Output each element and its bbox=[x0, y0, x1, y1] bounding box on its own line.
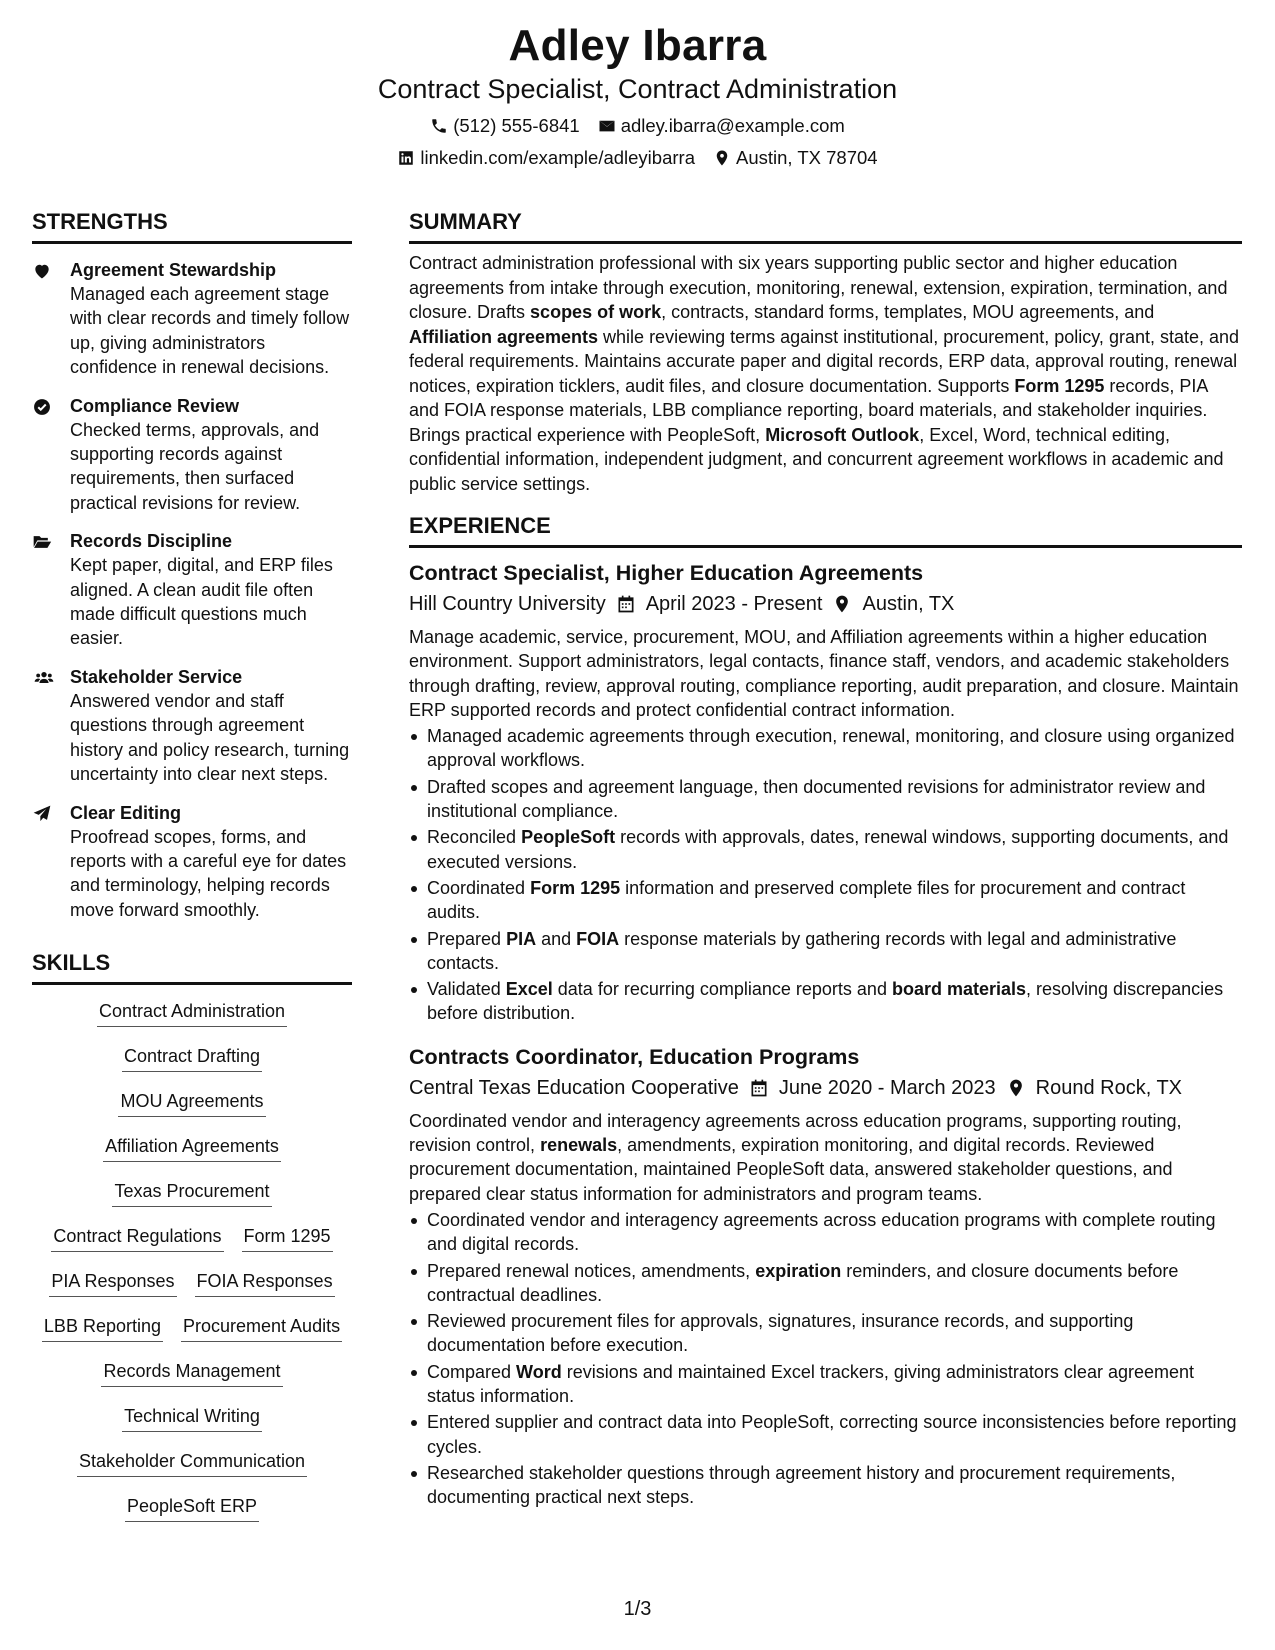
text-run: , amendments, expiration monitoring, and digital records. Reviewed procurement documentation, maintained PeopleSoft data, answered stakeholder questions, and prepared clear status information for administrators and program teams. bbox=[409, 1135, 1173, 1204]
resume-header bbox=[0, 20, 1275, 170]
text-run: data for recurring compliance reports and bbox=[552, 979, 892, 1000]
contact-phone bbox=[430, 114, 580, 138]
job-dates-text: April 2023 - Present bbox=[645, 593, 823, 615]
contact-linkedin[interactable] bbox=[397, 146, 695, 170]
skill-tag: Stakeholder Communication bbox=[77, 1449, 307, 1477]
bold-text: Form 1295 bbox=[1014, 375, 1105, 396]
experience-heading: EXPERIENCE bbox=[409, 511, 1242, 548]
skill-row bbox=[51, 1224, 332, 1269]
strength-title: Clear Editing bbox=[70, 802, 182, 823]
text-run: Managed academic agreements through execution, renewal, monitoring, and closure using organized approval workflows. bbox=[427, 726, 1235, 771]
job-dates-text: June 2020 - March 2023 bbox=[778, 1076, 996, 1099]
skill-tag: Procurement Audits bbox=[181, 1314, 342, 1342]
bullet-item bbox=[409, 1208, 1242, 1257]
left-column bbox=[32, 207, 352, 1539]
bold-text: FOIA bbox=[576, 928, 620, 949]
strength-title: Records Discipline bbox=[70, 531, 233, 552]
phone-text: (512) 555-6841 bbox=[453, 115, 580, 136]
job-dates bbox=[616, 590, 823, 618]
bullet-item bbox=[409, 825, 1242, 874]
strength-text: Managed each agreement stage with clear records and timely follow up, giving administrators confidence in renewal decisions. bbox=[70, 284, 350, 378]
bullet-item bbox=[409, 977, 1242, 1026]
strengths-heading: STRENGTHS bbox=[32, 207, 352, 244]
summary-text bbox=[409, 251, 1242, 496]
folder-open-icon bbox=[32, 532, 52, 552]
text-run: Coordinated bbox=[427, 877, 531, 898]
bullet-item bbox=[409, 927, 1242, 976]
contact-line-2 bbox=[0, 146, 1275, 170]
strength-text: Proofread scopes, forms, and reports with a careful eye for dates and terminology, helping records move forward smoothly. bbox=[70, 826, 347, 920]
strength-text: Checked terms, approvals, and supporting records against requirements, then surfaced practical revisions for review. bbox=[70, 419, 320, 513]
bullet-item bbox=[409, 1360, 1242, 1409]
candidate-name: Adley Ibarra bbox=[508, 21, 767, 70]
job-entry bbox=[409, 558, 1242, 1026]
job-title: Contract Specialist, Higher Education Agreements bbox=[409, 561, 924, 585]
skill-row bbox=[122, 1404, 262, 1449]
bullet-item bbox=[409, 876, 1242, 925]
strength-text: Answered vendor and staff questions through agreement history and policy research, turning uncertainty into clear next steps. bbox=[70, 690, 350, 785]
text-run: information and preserved complete files for procurement and contract audits. bbox=[427, 877, 1186, 923]
text-run: , Excel, Word, technical editing, confidential information, independent judgment, and concurrent agreement workflows in academic and public service settings. bbox=[409, 424, 1224, 494]
text-run: , resolving discrepancies before distribution. bbox=[427, 979, 1224, 1024]
text-run: records with approvals, dates, renewal windows, supporting documents, and executed versions. bbox=[427, 827, 1229, 872]
job-dates bbox=[749, 1074, 996, 1102]
job-bullets bbox=[409, 1208, 1242, 1510]
text-run: Validated bbox=[427, 979, 506, 1000]
skill-tag: MOU Agreements bbox=[118, 1089, 265, 1117]
skill-row bbox=[42, 1314, 342, 1359]
strength-item bbox=[32, 801, 352, 923]
right-column bbox=[409, 207, 1242, 1512]
job-title: Contracts Coordinator, Education Programs bbox=[409, 1044, 860, 1069]
job-description bbox=[409, 1109, 1242, 1206]
skill-row bbox=[103, 1134, 281, 1179]
skill-tag: Form 1295 bbox=[242, 1224, 333, 1252]
text-run: and bbox=[536, 928, 577, 949]
job-bullets bbox=[409, 724, 1242, 1026]
bold-text: Affiliation agreements bbox=[409, 326, 599, 347]
text-run: Coordinated vendor and interagency agreements across education programs with complete routing and digital records. bbox=[427, 1209, 1216, 1255]
text-run: Prepared bbox=[427, 928, 507, 949]
skill-row bbox=[112, 1179, 271, 1224]
job-location-text: Round Rock, TX bbox=[1035, 1076, 1183, 1099]
calendar-icon bbox=[749, 1078, 769, 1098]
skill-tag: Contract Regulations bbox=[51, 1224, 223, 1252]
skill-row bbox=[97, 999, 287, 1044]
text-run: Drafted scopes and agreement language, then documented revisions for administrator review and institutional compliance. bbox=[427, 776, 1206, 822]
map-pin-icon bbox=[713, 149, 731, 167]
text-run: Contract administration professional with six years supporting public sector and higher education agreements from intake through execution, monitoring, renewal, extension, expiration, termination, and closure. Drafts bbox=[409, 253, 1228, 322]
location-text: Austin, TX 78704 bbox=[735, 147, 878, 168]
skill-tag: FOIA Responses bbox=[195, 1269, 335, 1297]
skill-tag: Technical Writing bbox=[122, 1404, 262, 1432]
text-run: , contracts, standard forms, templates, MOU agreements, and bbox=[661, 302, 1155, 322]
skill-row bbox=[125, 1494, 259, 1539]
job-location-text: Austin, TX bbox=[862, 593, 955, 615]
skill-row bbox=[77, 1449, 307, 1494]
bullet-item bbox=[409, 1309, 1242, 1358]
job-entry bbox=[409, 1042, 1242, 1510]
bold-text: Excel bbox=[505, 979, 553, 1000]
bold-text: PIA bbox=[506, 928, 537, 949]
job-description: Manage academic, service, procurement, MOU, and Affiliation agreements within a higher education environment. Support administrators, legal contacts, finance staff, vendors, and academic stakeholders through drafting, review, approval routing, compliance reporting, audit preparation, and closure. Maintain ERP supported records and protect confidential contract information. bbox=[409, 627, 1239, 720]
skill-tag: Affiliation Agreements bbox=[103, 1134, 281, 1162]
text-run: Reconciled bbox=[427, 827, 522, 848]
linkedin-text: linkedin.com/example/adleyibarra bbox=[420, 147, 695, 168]
strength-item bbox=[32, 394, 352, 516]
map-pin-icon bbox=[832, 594, 852, 614]
strength-text: Kept paper, digital, and ERP files aligned. A clean audit file often made difficult questions much easier. bbox=[70, 555, 333, 649]
bold-text: expiration bbox=[755, 1260, 842, 1281]
strength-title: Compliance Review bbox=[70, 395, 240, 416]
bullet-item bbox=[409, 1410, 1242, 1459]
page-number: 1/3 bbox=[623, 1598, 652, 1620]
text-run: Prepared renewal notices, amendments, bbox=[427, 1260, 756, 1281]
bullet-item bbox=[409, 724, 1242, 773]
bullet-item bbox=[409, 1259, 1242, 1308]
text-run: reminders, and closure documents before contractual deadlines. bbox=[427, 1260, 1179, 1305]
job-location bbox=[1006, 1074, 1182, 1102]
candidate-title: Contract Specialist, Contract Administration bbox=[377, 74, 898, 104]
strength-title: Stakeholder Service bbox=[70, 666, 243, 687]
bold-text: PeopleSoft bbox=[521, 827, 616, 848]
email-text: adley.ibarra@example.com bbox=[620, 115, 845, 136]
contact-email[interactable] bbox=[598, 114, 845, 138]
job-location bbox=[832, 590, 954, 618]
text-run: records, PIA and FOIA response materials, LBB compliance reporting, board materials, and stakeholder inquiries. Brings practical experience with PeopleSoft, bbox=[409, 375, 1208, 445]
users-icon bbox=[32, 668, 56, 688]
skill-tag: Contract Administration bbox=[97, 999, 287, 1027]
text-run: Researched stakeholder questions through agreement history and procurement requirements, documenting practical next steps. bbox=[427, 1462, 1176, 1508]
check-circle-icon bbox=[32, 397, 52, 417]
job-company: Central Texas Education Cooperative bbox=[409, 1076, 739, 1099]
contact-location bbox=[713, 146, 878, 170]
skills-heading: SKILLS bbox=[32, 948, 352, 985]
strength-item bbox=[32, 529, 352, 651]
text-run: Entered supplier and contract data into PeopleSoft, correcting source inconsistencies before reporting cycles. bbox=[427, 1412, 1237, 1457]
skills-list bbox=[32, 999, 352, 1539]
heart-icon bbox=[32, 261, 52, 281]
job-meta bbox=[409, 590, 1242, 618]
linkedin-icon bbox=[397, 149, 415, 167]
bold-text: renewals bbox=[540, 1135, 618, 1156]
skill-row bbox=[49, 1269, 334, 1314]
envelope-icon bbox=[598, 117, 616, 135]
skill-tag: PeopleSoft ERP bbox=[125, 1494, 259, 1522]
text-run: revisions and maintained Excel trackers, giving administrators clear agreement status information. bbox=[427, 1361, 1195, 1407]
skill-row bbox=[122, 1044, 262, 1089]
skill-tag: PIA Responses bbox=[49, 1269, 176, 1297]
skill-tag: Texas Procurement bbox=[112, 1179, 271, 1207]
bullet-item bbox=[409, 775, 1242, 824]
phone-icon bbox=[430, 117, 448, 135]
skill-tag: LBB Reporting bbox=[42, 1314, 163, 1342]
text-run: Reviewed procurement files for approvals, signatures, insurance records, and supporting documentation before execution. bbox=[427, 1311, 1134, 1356]
text-run: while reviewing terms against institutional, procurement, policy, grant, state, and federal requirements. Maintains accurate paper and digital records, ERP data, approval routing, renewal notices, expiration ticklers, audit files, and closure documentation. Supports bbox=[409, 326, 1240, 396]
strength-title: Agreement Stewardship bbox=[70, 260, 277, 280]
skill-row bbox=[118, 1089, 265, 1134]
bold-text: Microsoft Outlook bbox=[765, 424, 920, 445]
contact-line-1 bbox=[0, 114, 1275, 138]
skill-tag: Contract Drafting bbox=[122, 1044, 262, 1072]
job-meta bbox=[409, 1074, 1242, 1102]
strength-item bbox=[32, 665, 352, 787]
skill-tag: Records Management bbox=[101, 1359, 282, 1387]
strength-item bbox=[32, 258, 352, 380]
bullet-item bbox=[409, 1461, 1242, 1510]
text-run: Compared bbox=[427, 1361, 517, 1382]
bold-text: Word bbox=[516, 1361, 562, 1382]
job-company: Hill Country University bbox=[409, 593, 606, 615]
bold-text: board materials bbox=[891, 979, 1027, 1000]
bold-text: Form 1295 bbox=[530, 877, 621, 898]
text-run: Coordinated vendor and interagency agreements across education programs, supporting routing, revision control, bbox=[409, 1110, 1182, 1156]
bold-text: scopes of work bbox=[530, 302, 662, 322]
paper-plane-icon bbox=[32, 804, 52, 824]
text-run: response materials by gathering records with legal and administrative contacts. bbox=[427, 928, 1177, 973]
summary-heading: SUMMARY bbox=[409, 207, 1242, 244]
calendar-icon bbox=[616, 594, 636, 614]
skill-row bbox=[101, 1359, 282, 1404]
map-pin-icon bbox=[1006, 1078, 1026, 1098]
